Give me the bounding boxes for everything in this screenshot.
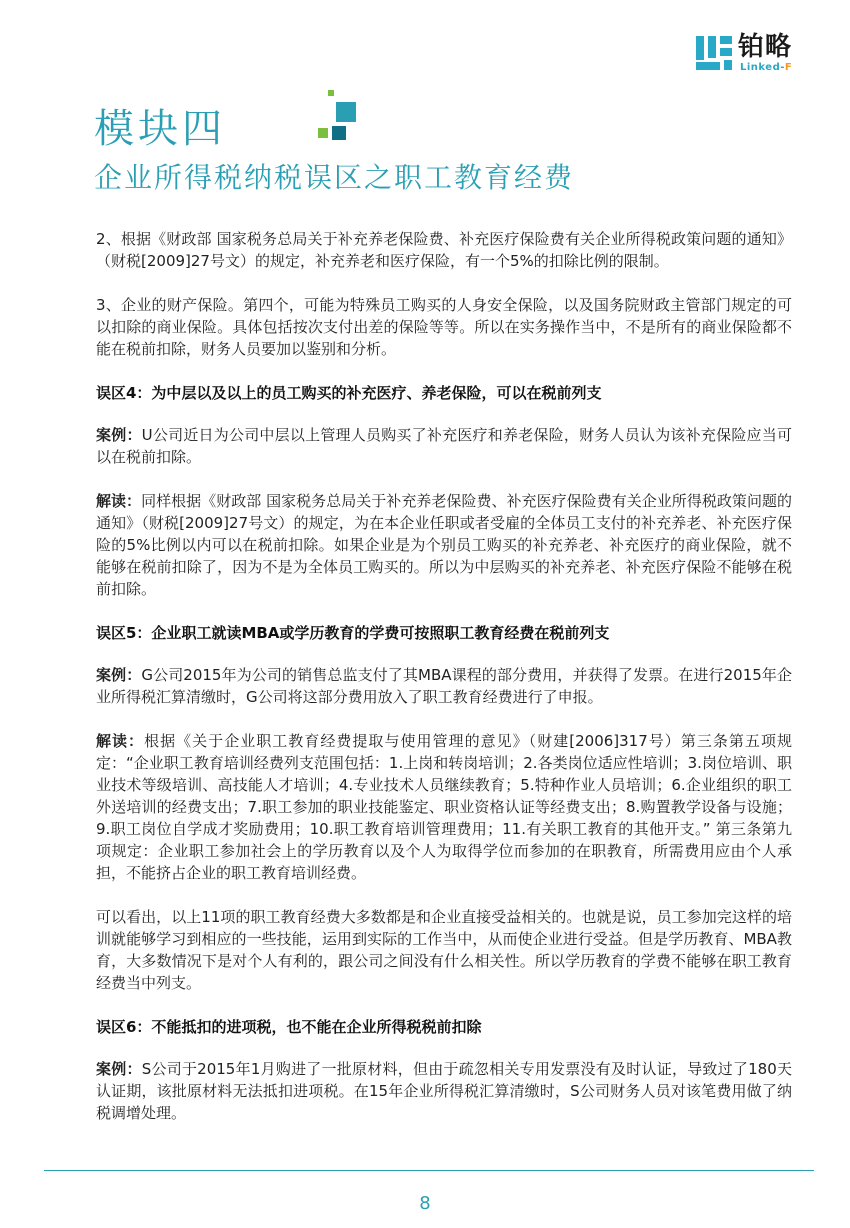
heading-misconception-4: 误区4：为中层以及以上的员工购买的补充医疗、养老保险，可以在税前列支 [96, 384, 602, 402]
case-label: 案例： [96, 1060, 142, 1078]
interpretation-label: 解读： [96, 492, 142, 510]
case-5 [96, 664, 792, 708]
logo-subtext [740, 62, 792, 73]
case-text: S公司于2015年1月购进了一批原材料，但由于疏忽相关专用发票没有及时认证，导致过了180天认证期，该批原材料无法抵扣进项税。在15年企业所得税汇算清缴时，S公司财务人员对该笔费用做了纳税调增处理。 [96, 1060, 792, 1122]
paragraph-summary: 可以看出，以上11项的职工教育经费大多数都是和企业直接受益相关的。也就是说，员工参加完这样的培训就能够学习到相应的一些技能，运用到实际的工作当中，从而使企业进行受益。但是学历教育、MBA教育，大多数情况下是对个人有利的，跟公司之间没有什么相关性。所以学历教育的学费不能够在职工教育经费当中列支。 [96, 908, 792, 992]
company-logo [694, 34, 814, 76]
paragraph-property-insurance: 3、企业的财产保险。第四个，可能为特殊员工购买的人身安全保险，以及国务院财政主管部门规定的可以扣除的商业保险。具体包括按次支付出差的保险等等。所以在实务操作当中，不是所有的商业保险都不能在税前扣除，财务人员要加以鉴别和分析。 [96, 296, 792, 358]
logo-sub-suffix: F [784, 62, 793, 73]
module-subtitle: 企业所得税纳税误区之职工教育经费 [94, 161, 575, 194]
case-label: 案例： [96, 426, 142, 444]
case-label: 案例： [96, 666, 142, 684]
logo-wordmark: 铂略 [738, 32, 793, 62]
case-text: G公司2015年为公司的销售总监支付了其MBA课程的部分费用，并获得了发票。在进行2015年企业所得税汇算清缴时，G公司将这部分费用放入了职工教育经费进行了申报。 [96, 666, 792, 706]
logo-sub-prefix: Linked- [740, 62, 785, 73]
interpretation-label: 解读： [96, 732, 145, 750]
logo-mark-icon [694, 34, 734, 74]
footer-divider [44, 1170, 814, 1171]
heading-misconception-5: 误区5：企业职工就读MBA或学历教育的学费可按照职工教育经费在税前列支 [96, 624, 610, 642]
interpretation-4 [96, 490, 792, 600]
case-4 [96, 424, 792, 468]
heading-misconception-6: 误区6：不能抵扣的进项税，也不能在企业所得税税前扣除 [96, 1018, 482, 1036]
page-number: 8 [419, 1193, 431, 1214]
interpretation-text: 同样根据《财政部 国家税务总局关于补充养老保险费、补充医疗保险费有关企业所得税政策问题的通知》（财税[2009]27号文）的规定，为在本企业任职或者受雇的全体员工支付的补充养老、补充医疗保险的5%比例以内可以在税前扣除。如果企业是为个别员工购买的补充养老、补充医疗的商业保险，就不能够在税前扣除了，因为不是为全体员工购买的。所以为中层购买的补充养老、补充医疗保险不能够在税前扣除。 [96, 492, 792, 598]
case-text: U公司近日为公司中层以上管理人员购买了补充医疗和养老保险，财务人员认为该补充保险应当可以在税前扣除。 [96, 426, 792, 466]
paragraph-supplementary-insurance: 2、根据《财政部 国家税务总局关于补充养老保险费、补充医疗保险费有关企业所得税政策问题的通知》（财税[2009]27号文）的规定，补充养老和医疗保险，有一个5%的扣除比例的限制。 [96, 230, 792, 270]
case-6 [96, 1058, 792, 1124]
document-body [96, 228, 792, 1146]
interpretation-text: 根据《关于企业职工教育经费提取与使用管理的意见》（财建[2006]317号）第三条第五项规定：“企业职工教育培训经费列支范围包括：1.上岗和转岗培训；2.各类岗位适应性培训；3.岗位培训、职业技术等级培训、高技能人才培训；4.专业技术人员继续教育；5.特种作业人员培训；6.企业组织的职工外送培训的经费支出；7.职工参加的职业技能鉴定、职业资格认证等经费支出；8.购置教学设备与设施；9.职工岗位自学成才奖励费用；10.职工教育培训管理费用；11.有关职工教育的其他开支。” 第三条第九项规定：企业职工参加社会上的学历教育以及个人为取得学位而参加的在职教育，所需费用应由个人承担，不能挤占企业的职工教育培训经费。 [96, 732, 792, 882]
module-title: 模块四 [94, 106, 226, 152]
decorative-squares-icon [318, 90, 358, 144]
interpretation-5 [96, 730, 792, 884]
